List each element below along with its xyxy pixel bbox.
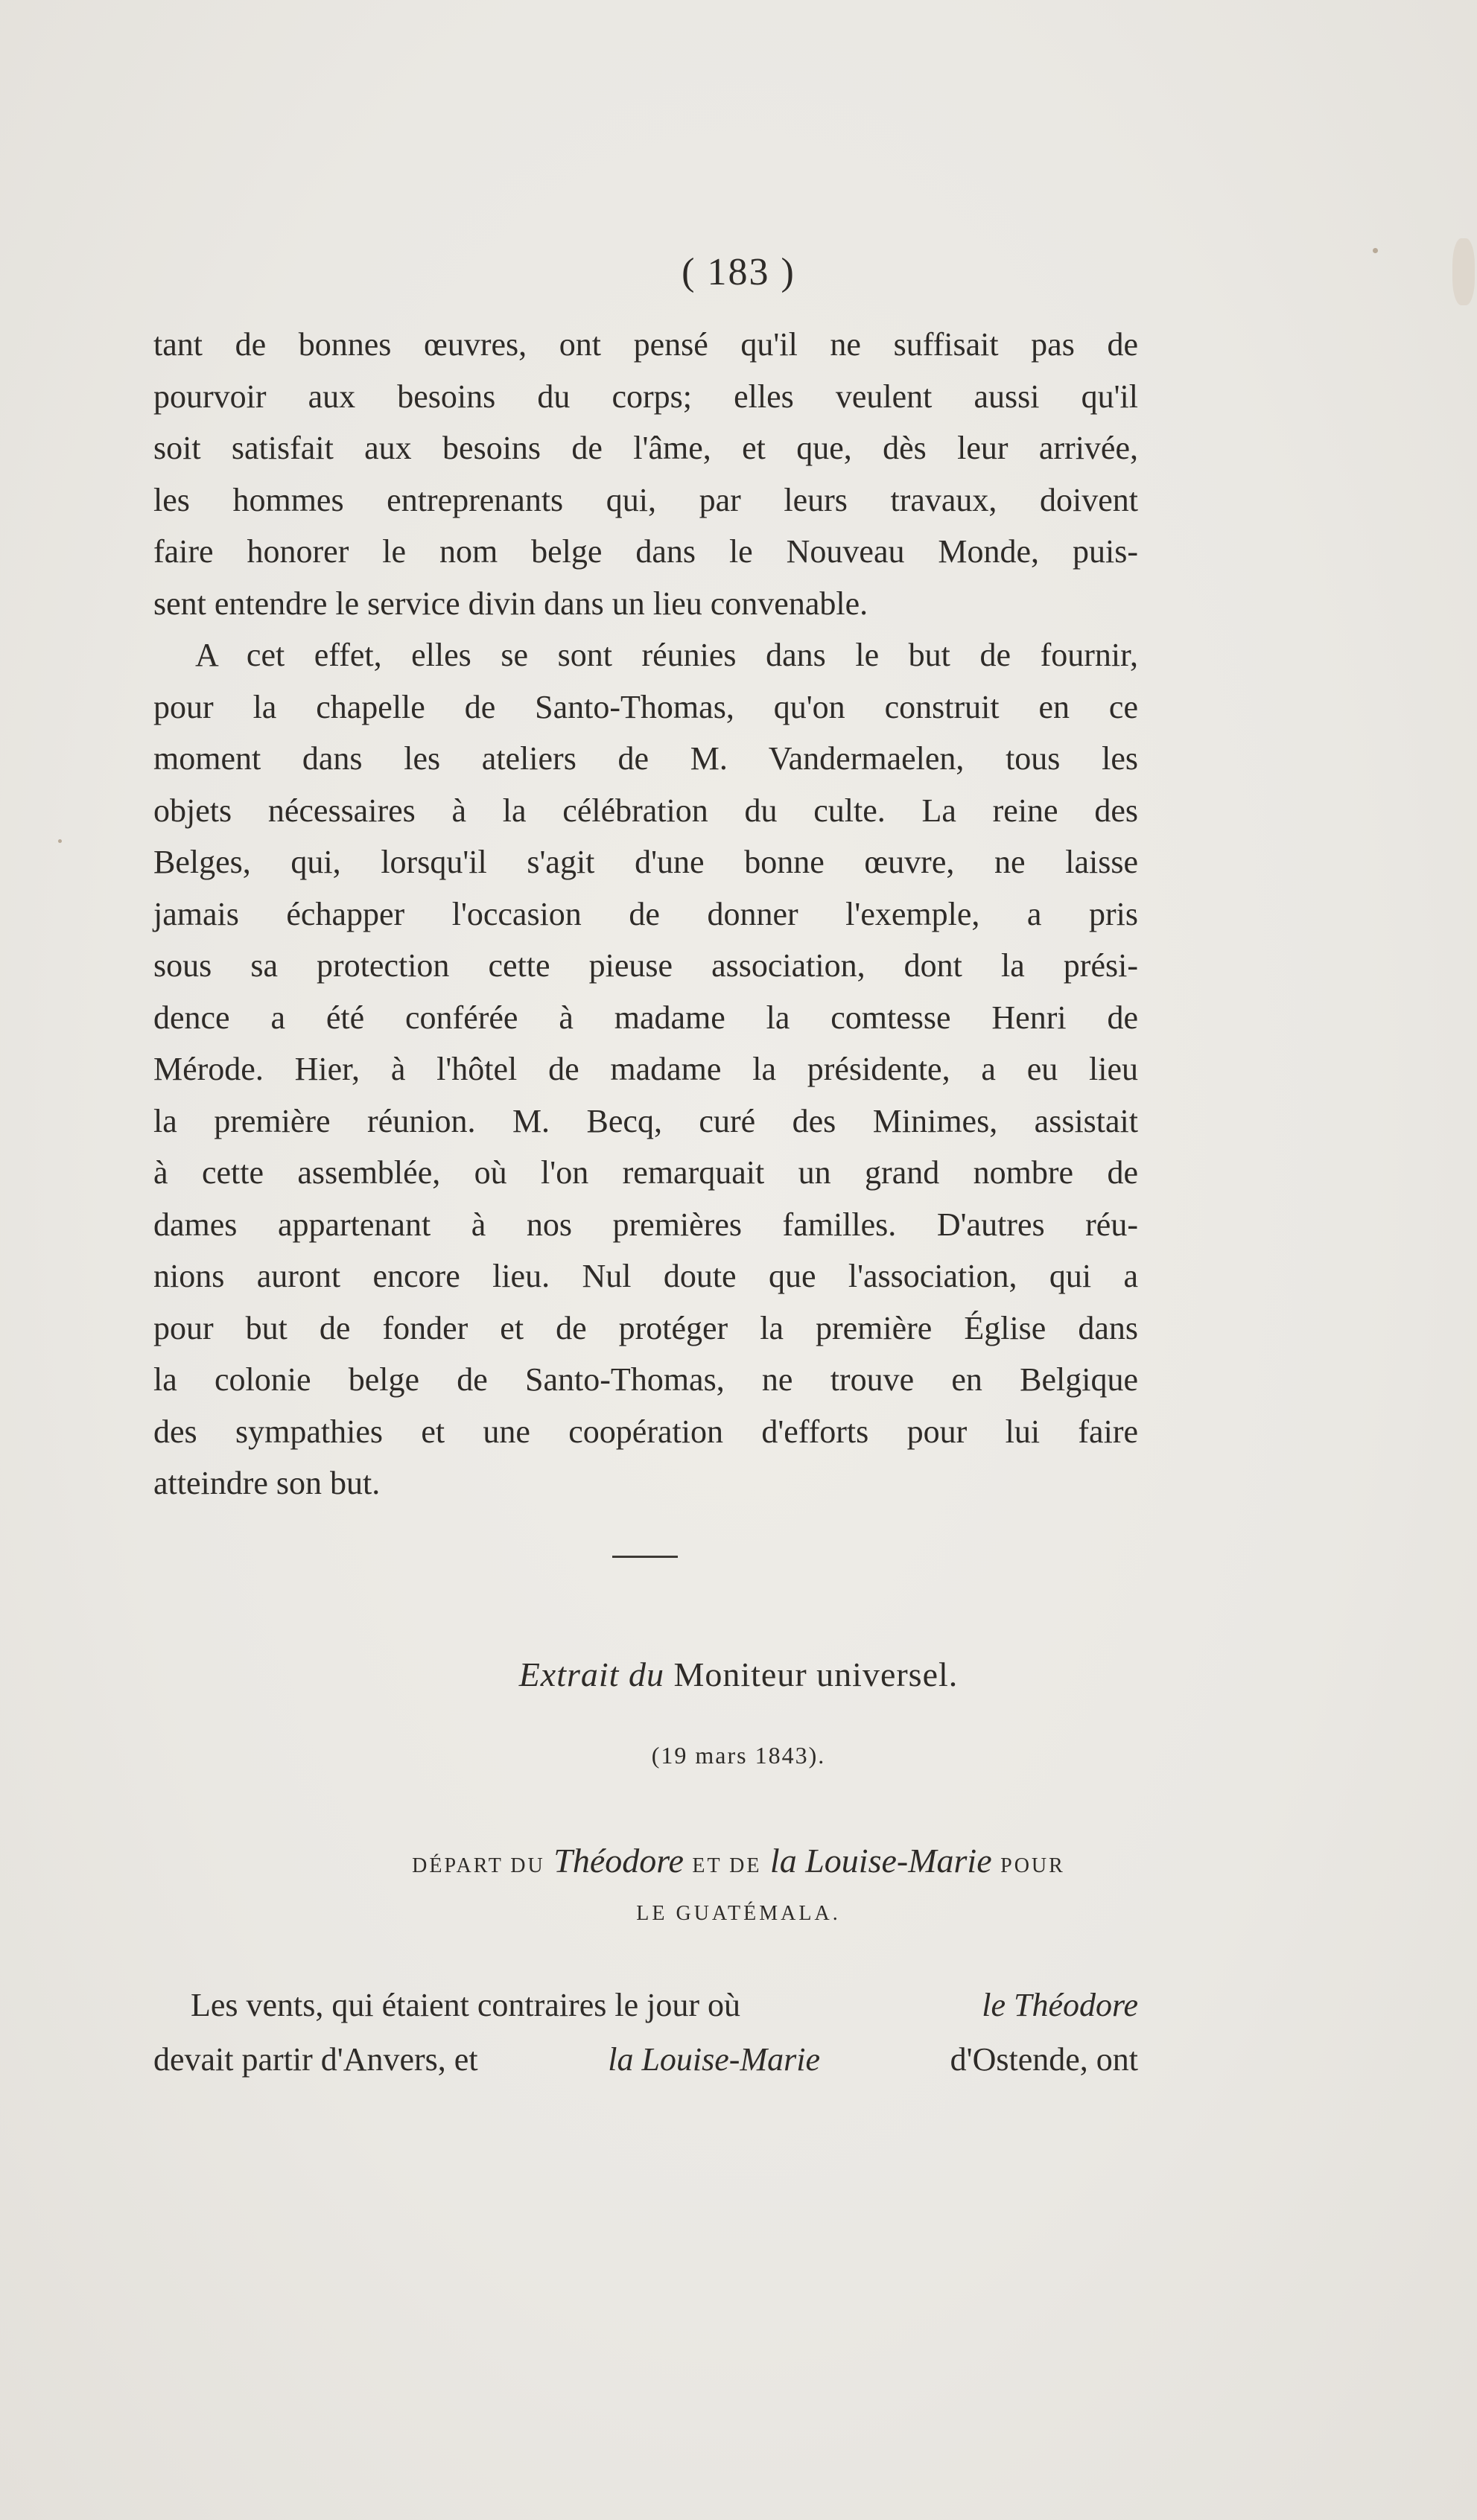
text-line: sent entendre le service divin dans un lieu convenable. bbox=[153, 585, 868, 622]
text-line: sous sa protection cette pieuse association, dont la prési- bbox=[153, 947, 1138, 984]
text-line: moment dans les ateliers de M. Vandermaelen, tous les bbox=[153, 740, 1138, 777]
article-subtitle: LE GUATÉMALA. bbox=[636, 1902, 841, 1925]
text-line: jamais échapper l'occasion de donner l'exemple, a pris bbox=[153, 895, 1138, 932]
text-line: la première réunion. M. Becq, curé des Minimes, assistait bbox=[153, 1102, 1138, 1139]
paragraph-3 bbox=[153, 1978, 1138, 2087]
text-line bbox=[153, 2032, 1138, 2087]
text-line: objets nécessaires à la célébration du culte. La reine des bbox=[153, 792, 1138, 829]
text-segment: Les vents, qui étaient contraires le jour où bbox=[191, 1987, 740, 2023]
text-line bbox=[153, 1978, 1138, 2032]
text-line: à cette assemblée, où l'on remarquait un grand nombre de bbox=[153, 1154, 1138, 1191]
text-line: A cet effet, elles se sont réunies dans le but de fournir, bbox=[195, 637, 1138, 673]
extract-heading bbox=[0, 1655, 1477, 1694]
title-et: ET DE bbox=[692, 1854, 762, 1877]
article-title bbox=[0, 1841, 1477, 1880]
text-line: soit satisfait aux besoins de l'âme, et que, dès leur arrivée, bbox=[153, 430, 1138, 466]
title-depart: DÉPART DU bbox=[412, 1854, 545, 1877]
paragraph-1 bbox=[153, 319, 1138, 629]
text-line: faire honorer le nom belge dans le Nouveau Monde, puis- bbox=[153, 533, 1138, 570]
text-line: dence a été conférée à madame la comtesse Henri de bbox=[153, 999, 1138, 1036]
paper-speck bbox=[58, 839, 62, 843]
text-line: nions auront encore lieu. Nul doute que l'association, qui a bbox=[153, 1258, 1138, 1294]
title-ship-2: la Louise-Marie bbox=[769, 1842, 992, 1880]
text-line: les hommes entreprenants qui, par leurs travaux, doivent bbox=[153, 481, 1138, 518]
text-line: des sympathies et une coopération d'efforts pour lui faire bbox=[153, 1413, 1138, 1450]
extract-prefix: Extrait du bbox=[518, 1655, 664, 1693]
page-number: ( 183 ) bbox=[682, 251, 795, 293]
section-separator bbox=[612, 1556, 678, 1558]
text-line: pourvoir aux besoins du corps; elles veulent aussi qu'il bbox=[153, 378, 1138, 415]
text-line: tant de bonnes œuvres, ont pensé qu'il ne suffisait pas de bbox=[153, 326, 1138, 363]
extract-source: Moniteur universel. bbox=[673, 1655, 959, 1693]
title-pour: POUR bbox=[1000, 1854, 1065, 1877]
text-line: Belges, qui, lorsqu'il s'agit d'une bonne œuvre, ne laisse bbox=[153, 844, 1138, 880]
title-ship-1: Théodore bbox=[553, 1842, 684, 1880]
text-line: atteindre son but. bbox=[153, 1465, 381, 1501]
text-line: dames appartenant à nos premières familles. D'autres réu- bbox=[153, 1206, 1138, 1243]
paragraph-2 bbox=[153, 629, 1138, 1509]
text-segment: devait partir d'Anvers, et bbox=[153, 2041, 478, 2078]
text-line: Mérode. Hier, à l'hôtel de madame la présidente, a eu lieu bbox=[153, 1051, 1138, 1087]
text-segment: d'Ostende, ont bbox=[950, 2041, 1138, 2078]
text-line: la colonie belge de Santo-Thomas, ne trouve en Belgique bbox=[153, 1361, 1138, 1398]
ship-name: le Théodore bbox=[982, 1987, 1138, 2023]
extract-date: (19 mars 1843). bbox=[651, 1742, 826, 1769]
ship-name: la Louise-Marie bbox=[608, 2041, 820, 2078]
text-line: pour la chapelle de Santo-Thomas, qu'on construit en ce bbox=[153, 688, 1138, 725]
text-line: pour but de fonder et de protéger la première Église dans bbox=[153, 1309, 1138, 1346]
